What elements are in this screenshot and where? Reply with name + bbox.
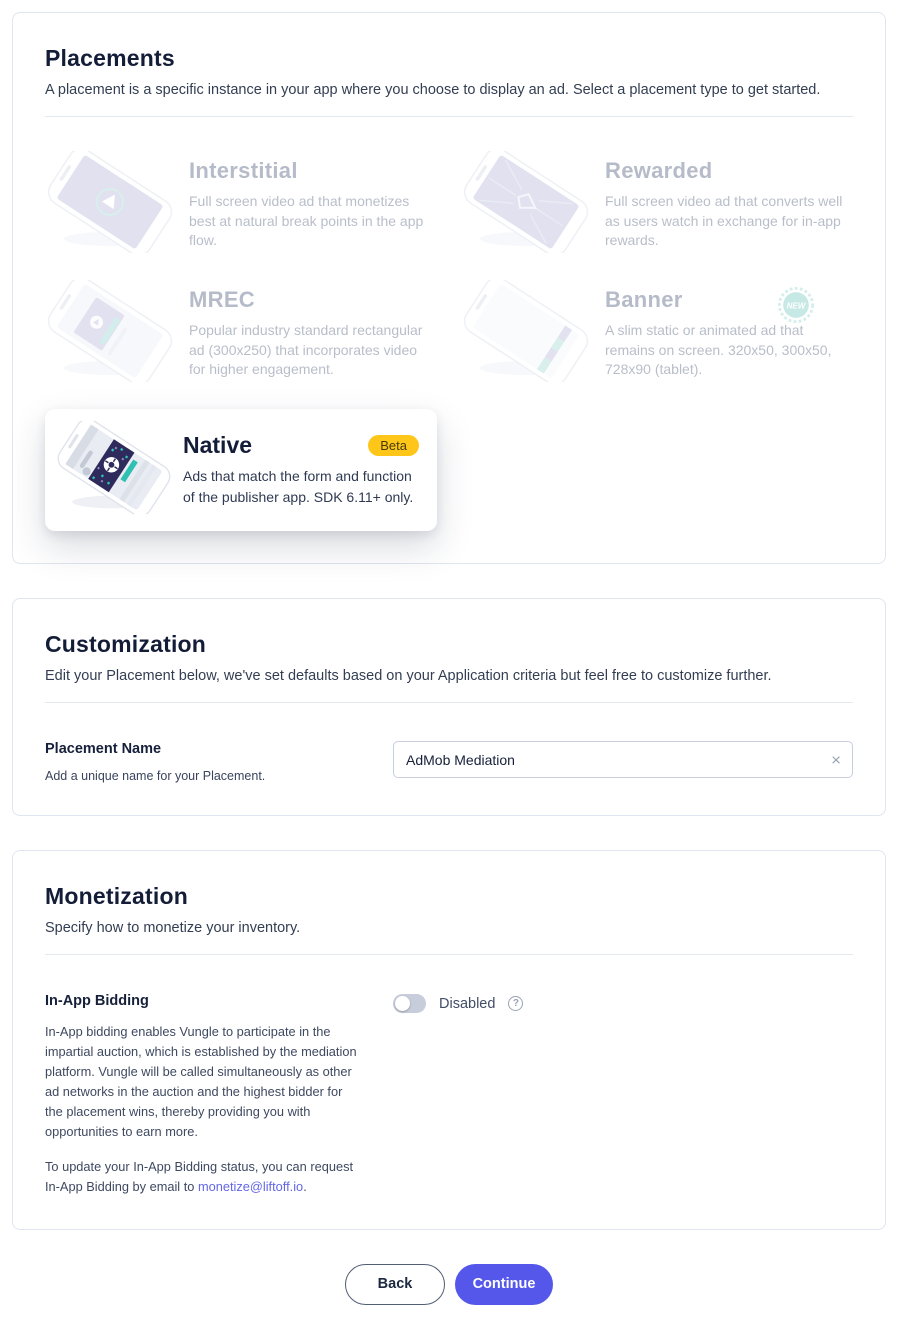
svg-text:NEW: NEW xyxy=(786,301,806,311)
placement-type-grid xyxy=(45,151,853,531)
placement-type-description: A slim static or animated ad that remains on screen. 320x50, 300x50, 728x90 (tablet). xyxy=(605,321,832,378)
footer-actions xyxy=(12,1264,886,1305)
placement-type-description: Ads that match the form and function of the publisher app. SDK 6.11+ only. xyxy=(183,468,414,505)
divider xyxy=(45,954,853,955)
monetization-section xyxy=(12,850,886,1230)
new-badge-icon xyxy=(777,286,815,329)
divider xyxy=(45,702,853,703)
continue-button[interactable]: Continue xyxy=(455,1264,553,1305)
monetization-title: Monetization xyxy=(45,883,188,909)
placement-type-description: Popular industry standard rectangular ad (300x250) that incorporates video for higher engagement. xyxy=(189,321,423,378)
clear-input-icon[interactable]: × xyxy=(831,750,841,769)
back-button[interactable]: Back xyxy=(345,1264,445,1305)
monetization-subtitle: Specify how to monetize your inventory. xyxy=(45,920,301,936)
in-app-bidding-toggle[interactable] xyxy=(393,994,426,1013)
placement-name-input[interactable] xyxy=(393,741,853,778)
toggle-state-label: Disabled xyxy=(439,995,496,1012)
placement-type-title: Rewarded xyxy=(605,157,713,183)
placement-type-mrec[interactable] xyxy=(45,280,437,387)
customization-subtitle: Edit your Placement below, we've set defaults based on your Application criteria but feel free to customize further. xyxy=(45,668,772,684)
divider xyxy=(45,116,853,117)
placement-type-title: Banner xyxy=(605,286,683,312)
placements-section xyxy=(12,12,886,564)
rewarded-phone-icon xyxy=(461,151,591,258)
placement-type-interstitial[interactable] xyxy=(45,151,437,258)
placement-type-rewarded[interactable] xyxy=(461,151,853,258)
placement-type-title: MREC xyxy=(189,286,255,312)
placement-name-hint: Add a unique name for your Placement. xyxy=(45,769,266,783)
placement-type-description: Full screen video ad that monetizes best at natural break points in the app flow. xyxy=(189,192,424,249)
in-app-bidding-request-text: To update your In-App Bidding status, you can request In-App Bidding by email to monetize@liftoff.io. xyxy=(45,1158,354,1194)
placements-title: Placements xyxy=(45,45,175,71)
monetize-email-link[interactable]: monetize@liftoff.io xyxy=(197,1178,304,1194)
toggle-knob xyxy=(395,996,410,1011)
placements-subtitle: A placement is a specific instance in your app where you choose to display an ad. Select a placement type to get started. xyxy=(45,82,821,98)
placement-type-description: Full screen video ad that converts well as users watch in exchange for in-app rewards. xyxy=(605,192,843,249)
native-phone-icon xyxy=(55,421,173,519)
in-app-bidding-row xyxy=(45,993,853,1197)
in-app-bidding-description: In-App bidding enables Vungle to participate in the impartial auction, which is established by the mediation platform. Vungle will be called simultaneously as other ad networks in the auction and the highest bidder for the placement wins, thereby providing you with opportunities to earn more. xyxy=(45,1024,357,1139)
banner-phone-icon xyxy=(461,280,591,387)
customization-section xyxy=(12,598,886,816)
placement-name-label: Placement Name xyxy=(45,741,162,757)
mrec-phone-icon xyxy=(45,280,175,387)
placement-type-title: Native xyxy=(183,432,253,458)
placement-type-title: Interstitial xyxy=(189,157,298,183)
customization-title: Customization xyxy=(45,631,207,657)
help-icon[interactable]: ? xyxy=(508,996,523,1011)
placement-type-banner[interactable] xyxy=(461,280,853,387)
placement-name-row xyxy=(45,741,853,783)
beta-badge: Beta xyxy=(368,435,419,456)
interstitial-phone-icon xyxy=(45,151,175,258)
placement-type-native[interactable] xyxy=(45,409,437,531)
in-app-bidding-label: In-App Bidding xyxy=(45,993,149,1009)
